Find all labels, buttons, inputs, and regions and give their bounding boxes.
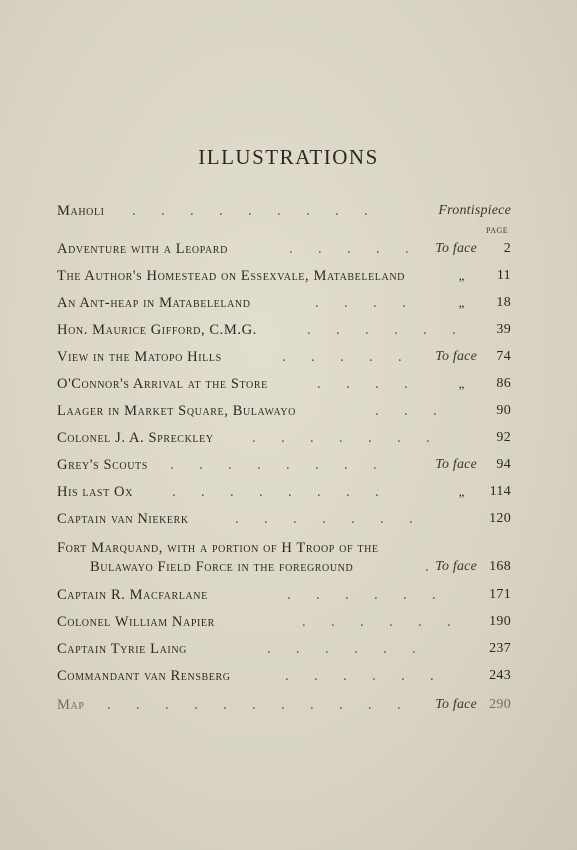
illustration-title: Maholi (57, 203, 105, 219)
illustration-title: Laager in Market Square, Bulawayo (57, 403, 297, 419)
page-number: 114 (489, 484, 511, 499)
page-number: 290 (489, 697, 511, 712)
to-face-note: To face (435, 241, 477, 256)
page-number: 11 (496, 268, 511, 283)
page-number: 74 (496, 349, 511, 364)
leader-dots: . . . . . . (302, 614, 451, 630)
leader-dots: . . . . . . . . . (132, 203, 368, 219)
illustration-title: Captain Tyrie Laing (57, 641, 187, 657)
list-item (57, 376, 511, 398)
leader-dots: . . . . (315, 295, 406, 311)
illustration-title: Colonel William Napier (57, 614, 215, 630)
leader-dots: . . . . . . . . . . . (107, 697, 401, 713)
illustration-title: Colonel J. A. Spreckley (57, 430, 214, 446)
page-number: 18 (496, 295, 511, 310)
list-item (57, 511, 511, 533)
to-face-note: To face (435, 697, 477, 712)
list-item (57, 641, 511, 663)
leader-dots: . . . . (317, 376, 408, 392)
page-number: 190 (489, 614, 511, 629)
ditto-mark: „ (458, 268, 465, 283)
leader-dots: . . . . . . . . (170, 457, 377, 473)
list-item (57, 203, 511, 225)
page-number: 171 (489, 587, 511, 602)
list-item (57, 430, 511, 452)
page-number: 90 (496, 403, 511, 418)
page-number: 120 (489, 511, 511, 526)
ditto-mark: „ (458, 295, 465, 310)
illustration-title: The Author's Homestead on Essexvale, Matabeleland (57, 268, 405, 284)
illustration-title: Adventure with a Leopard (57, 241, 228, 257)
ditto-mark: „ (458, 376, 465, 391)
illustration-title: Fort Marquand, with a portion of H Troop of the (57, 540, 379, 556)
to-face-note: To face (435, 559, 477, 574)
leader-dots: . . . (375, 403, 437, 419)
list-item (57, 268, 511, 290)
page-number: 92 (496, 430, 511, 445)
page-number: 237 (489, 641, 511, 656)
ditto-mark: „ (458, 484, 465, 499)
list-item (57, 668, 511, 690)
illustration-title: Map (57, 697, 85, 713)
list-item (57, 587, 511, 609)
illustration-title: Grey's Scouts (57, 457, 148, 473)
page-column-label: PAGE (486, 226, 509, 235)
to-face-note: To face (435, 349, 477, 364)
leader-dots: . . . . . . (307, 322, 456, 338)
leader-dots: . . . . . . . . (172, 484, 379, 500)
page-number: 39 (496, 322, 511, 337)
leader-dots: . . . . . . (267, 641, 416, 657)
illustration-title: Commandant van Rensberg (57, 668, 231, 684)
list-item (57, 484, 511, 506)
page-number: 243 (489, 668, 511, 683)
page-number: 94 (496, 457, 511, 472)
list-item (57, 697, 511, 719)
list-item (57, 349, 511, 371)
list-item (57, 457, 511, 479)
list-item-continued (57, 559, 511, 581)
leader-dots: . . . . . . (285, 668, 434, 684)
leader-dots: . . . . . . . (235, 511, 413, 527)
page-number: 168 (489, 559, 511, 574)
page-title: ILLUSTRATIONS (198, 145, 379, 169)
illustration-title: Hon. Maurice Gifford, C.M.G. (57, 322, 257, 338)
page-number: 2 (503, 241, 511, 256)
leader-dots: . . . . . (282, 349, 402, 365)
illustration-title-continued: Bulawayo Field Force in the foreground (90, 559, 354, 575)
illustration-title: View in the Matopo Hills (57, 349, 222, 365)
to-face-note: To face (435, 457, 477, 472)
list-item (57, 322, 511, 344)
list-item (57, 614, 511, 636)
illustration-title: His last Ox (57, 484, 133, 500)
leader-dots: . . . . . . . (252, 430, 430, 446)
page-number: 86 (496, 376, 511, 391)
leader-dots: . (425, 559, 429, 575)
leader-dots: . . . . . . (287, 587, 436, 603)
illustration-title: An Ant-heap in Matabeleland (57, 295, 251, 311)
leader-dots: . . . . . (289, 241, 409, 257)
list-item (57, 241, 511, 263)
illustration-title: Captain R. Macfarlane (57, 587, 208, 603)
list-item (57, 295, 511, 317)
illustration-title: Captain van Niekerk (57, 511, 189, 527)
illustration-title: O'Connor's Arrival at the Store (57, 376, 268, 392)
frontispiece-note: Frontispiece (438, 203, 511, 218)
list-item (57, 403, 511, 425)
